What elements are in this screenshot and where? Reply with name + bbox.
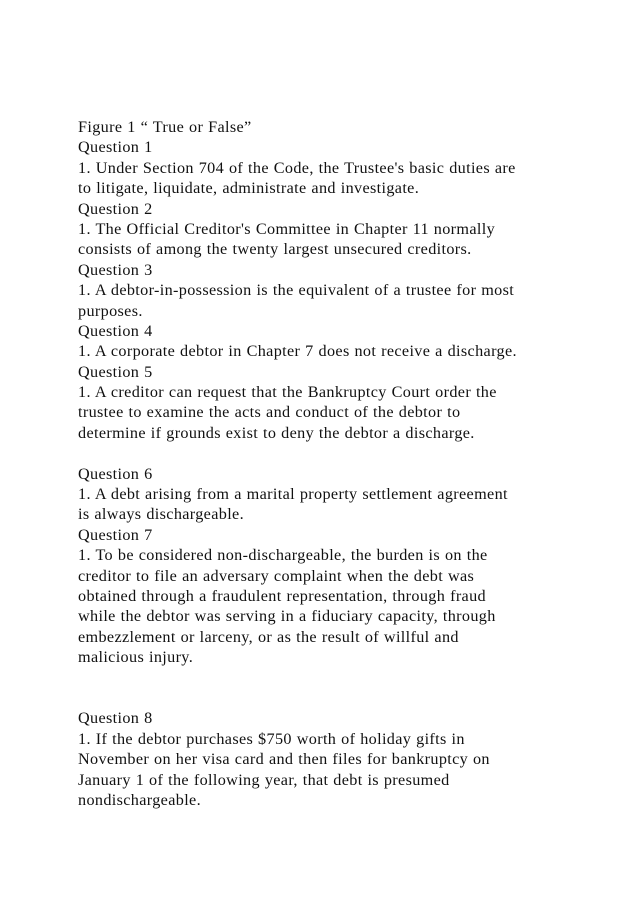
question-heading: Question 1 — [78, 138, 153, 157]
blank-line — [78, 688, 618, 708]
question-text-line: purposes. — [78, 301, 143, 320]
question-text-line: nondischargeable. — [78, 790, 201, 809]
blank-line — [78, 668, 618, 688]
question-text-line: trustee to examine the acts and conduct of the debtor to — [78, 403, 461, 422]
question-text-line: to litigate, liquidate, administrate and investigate. — [78, 179, 420, 198]
question-heading: Question 6 — [78, 464, 153, 483]
question-text-line: 1. To be considered non-dischargeable, the burden is on the — [78, 546, 488, 565]
question-text-line: malicious injury. — [78, 648, 194, 667]
question-text-line: 1. A corporate debtor in Chapter 7 does not receive a discharge. — [78, 342, 517, 361]
document-body — [78, 117, 618, 810]
question-3 — [78, 260, 618, 321]
question-6 — [78, 464, 618, 525]
question-text-line: determine if grounds exist to deny the debtor a discharge. — [78, 423, 475, 442]
question-text-line: consists of among the twenty largest unsecured creditors. — [78, 240, 472, 259]
question-text-line: 1. Under Section 704 of the Code, the Trustee's basic duties are — [78, 158, 516, 177]
question-8 — [78, 708, 618, 810]
question-heading: Question 5 — [78, 362, 153, 381]
question-text-line: embezzlement or larceny, or as the result of willful and — [78, 627, 459, 646]
question-text-line: creditor to file an adversary complaint when the debt was — [78, 566, 475, 585]
question-text-line: while the debtor was serving in a fiduciary capacity, through — [78, 607, 496, 626]
question-1 — [78, 137, 618, 198]
question-text-line: 1. The Official Creditor's Committee in Chapter 11 normally — [78, 219, 496, 238]
question-heading: Question 8 — [78, 709, 153, 728]
question-2 — [78, 199, 618, 260]
question-text-line: obtained through a fraudulent representation, through fraud — [78, 586, 486, 605]
question-text-line: 1. A debtor-in-possession is the equivalent of a trustee for most — [78, 281, 515, 300]
question-5 — [78, 362, 618, 444]
question-text-line: November on her visa card and then files for bankruptcy on — [78, 750, 490, 769]
figure-title: Figure 1 “ True or False” — [78, 118, 252, 136]
question-heading: Question 2 — [78, 199, 153, 218]
question-text-line: 1. A debt arising from a marital property settlement agreement — [78, 485, 508, 504]
question-heading: Question 7 — [78, 525, 153, 544]
blank-line — [78, 443, 618, 463]
question-text-line: January 1 of the following year, that debt is presumed — [78, 770, 450, 789]
question-text-line: is always dischargeable. — [78, 505, 244, 524]
question-heading: Question 3 — [78, 260, 153, 279]
question-7 — [78, 525, 618, 668]
question-text-line: 1. If the debtor purchases $750 worth of holiday gifts in — [78, 729, 465, 748]
question-text-line: 1. A creditor can request that the Bankruptcy Court order the — [78, 383, 497, 402]
question-heading: Question 4 — [78, 321, 153, 340]
question-4 — [78, 321, 618, 362]
